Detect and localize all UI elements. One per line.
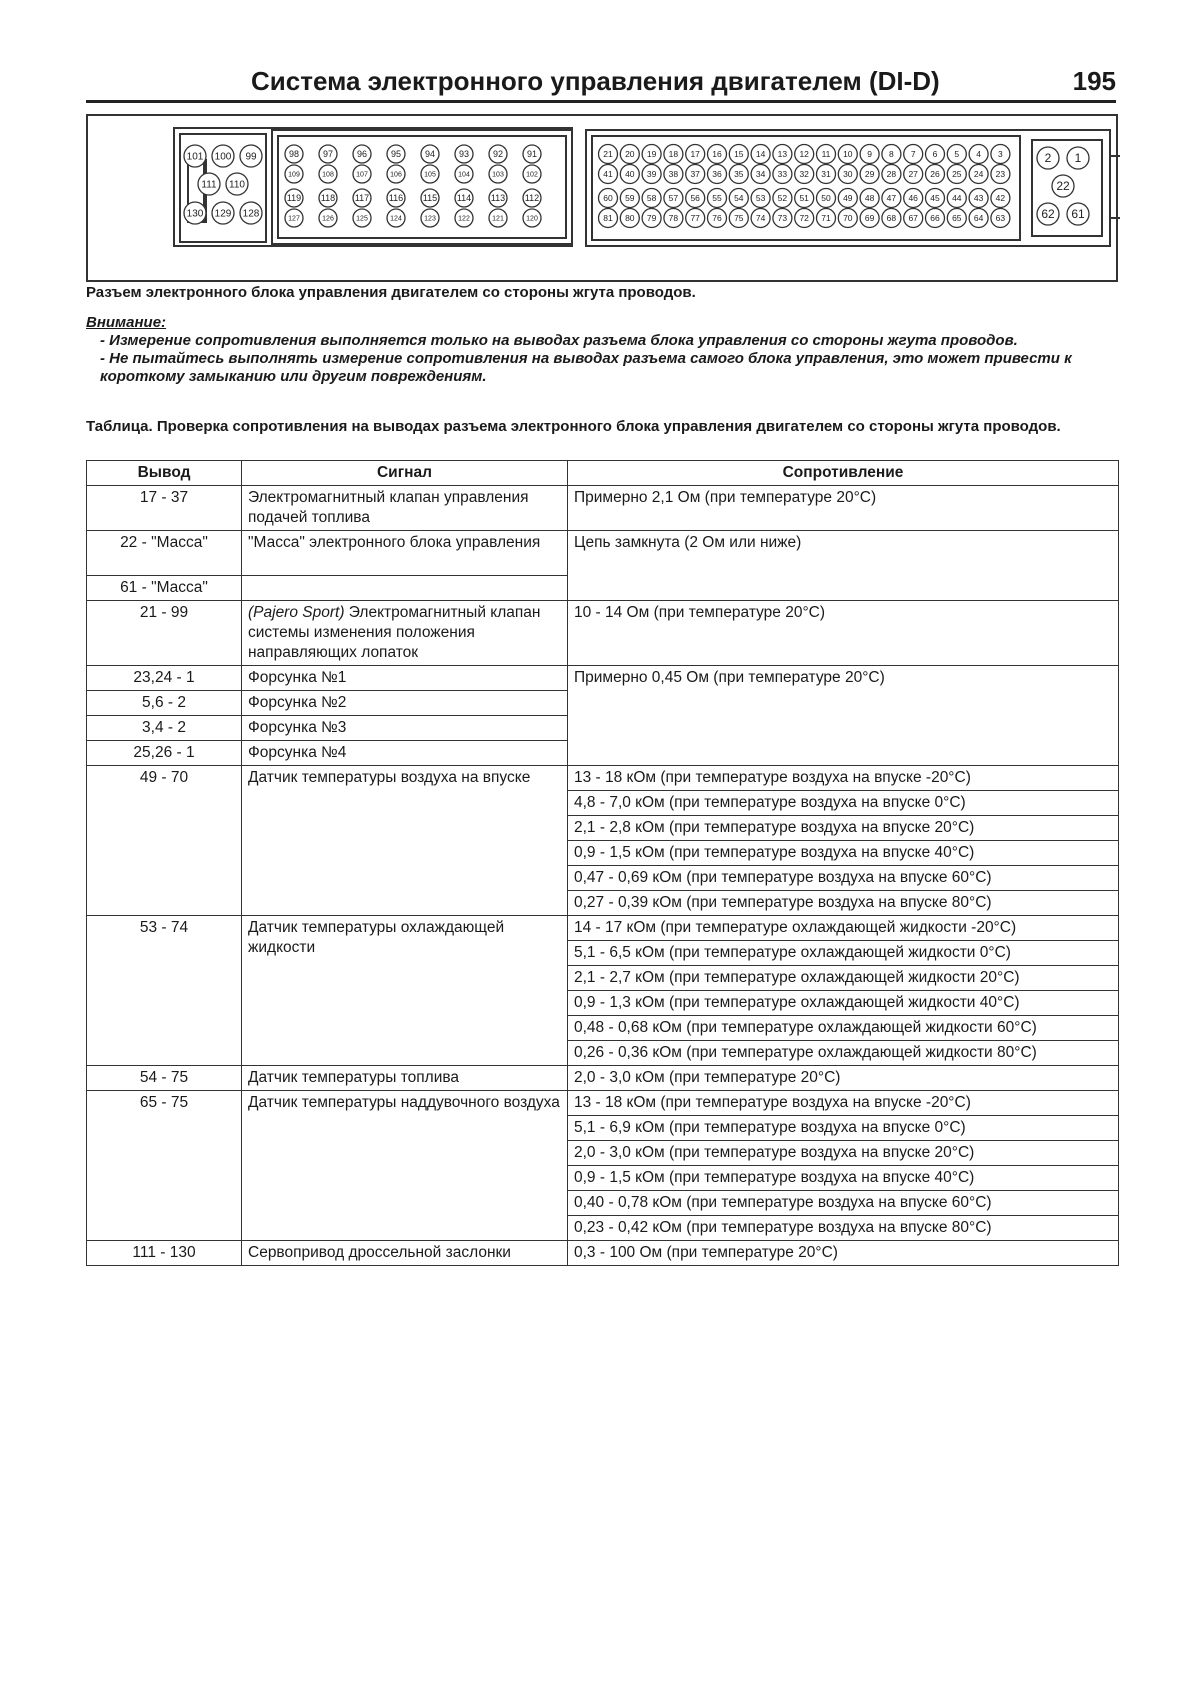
pin-cell: 5,6 - 2 — [87, 691, 242, 716]
pin-label: 39 — [646, 168, 657, 179]
pin-label: 64 — [973, 212, 984, 223]
signal-cell: Сервопривод дроссельной заслонки — [242, 1241, 568, 1266]
resistance-cell: 0,9 - 1,3 кОм (при температуре охлаждающей жидкости 40°С) — [568, 991, 1119, 1016]
pin-label: 23 — [995, 168, 1006, 179]
pin-label: 17 — [690, 148, 700, 159]
table-row — [87, 1066, 1119, 1091]
pin-label: 35 — [734, 168, 744, 179]
pin-label: 43 — [973, 192, 984, 203]
pin-label: 102 — [526, 171, 538, 179]
pin-label: 81 — [603, 212, 613, 223]
pin-label: 24 — [973, 168, 984, 179]
pin-label: 9 — [867, 148, 872, 159]
resistance-cell: Примерно 2,1 Ом (при температуре 20°С) — [568, 486, 1119, 531]
table-header-row — [87, 461, 1119, 486]
pin-label: 57 — [668, 192, 679, 203]
signal-cell: Форсунка №2 — [242, 691, 568, 716]
pin-label: 121 — [492, 215, 504, 223]
resistance-cell: 5,1 - 6,9 кОм (при температуре воздуха на впуске 0°С) — [568, 1116, 1119, 1141]
resistance-cell: 0,47 - 0,69 кОм (при температуре воздуха на впуске 60°С) — [568, 866, 1119, 891]
signal-cell-empty — [242, 576, 568, 601]
pin-label: 65 — [952, 212, 962, 223]
pin-label: 8 — [889, 148, 894, 159]
pin-label: 58 — [646, 192, 657, 203]
pin-label: 53 — [755, 192, 766, 203]
resistance-cell: 5,1 - 6,5 кОм (при температуре охлаждающей жидкости 0°С) — [568, 941, 1119, 966]
page-title: Система электронного управления двигателем (DI-D) — [251, 66, 940, 96]
pin-label: 40 — [625, 168, 635, 179]
signal-cell: Датчик температуры топлива — [242, 1066, 568, 1091]
warning-block — [86, 314, 1116, 386]
resistance-cell: 0,9 - 1,5 кОм (при температуре воздуха на впуске 40°С) — [568, 841, 1119, 866]
pin-label: 74 — [755, 212, 766, 223]
resistance-cell: 2,1 - 2,7 кОм (при температуре охлаждающей жидкости 20°С) — [568, 966, 1119, 991]
pin-label: 108 — [322, 171, 334, 179]
signal-cell: Датчик температуры наддувочного воздуха — [242, 1091, 568, 1241]
warning-item: - Не пытайтесь выполнять измерение сопротивления на выводах разъема самого блока управления, это может привести к короткому замыканию или другим повреждениям. — [100, 350, 1072, 385]
pin-label: 15 — [734, 148, 744, 159]
resistance-cell: 2,0 - 3,0 кОм (при температуре 20°С) — [568, 1066, 1119, 1091]
pin-label: 63 — [995, 212, 1006, 223]
resistance-cell: Примерно 0,45 Ом (при температуре 20°С) — [568, 666, 1119, 766]
pin-label: 28 — [886, 168, 897, 179]
pin-label: 115 — [422, 193, 438, 204]
pin-cell: 61 - "Масса" — [87, 576, 242, 601]
pin-label: 118 — [320, 193, 336, 204]
pin-label: 38 — [668, 168, 679, 179]
pin-label: 11 — [821, 148, 831, 159]
pin-label: 25 — [952, 168, 962, 179]
pin-label: 21 — [603, 148, 613, 159]
pin-label: 77 — [690, 212, 700, 223]
pin-label: 94 — [424, 149, 436, 160]
resistance-cell: 0,3 - 100 Ом (при температуре 20°С) — [568, 1241, 1119, 1266]
pin-label: 10 — [843, 148, 853, 159]
pin-label: 33 — [777, 168, 788, 179]
pin-label: 22 — [1056, 179, 1070, 194]
pin-cell: 21 - 99 — [87, 601, 242, 666]
resistance-cell: 0,27 - 0,39 кОм (при температуре воздуха на впуске 80°С) — [568, 891, 1119, 916]
pin-label: 99 — [245, 151, 257, 163]
pin-label: 47 — [886, 192, 897, 203]
pin-label: 76 — [712, 212, 722, 223]
pin-label: 126 — [322, 215, 334, 223]
pin-label: 37 — [690, 168, 700, 179]
pin-label: 112 — [524, 193, 540, 204]
pin-label: 80 — [625, 212, 635, 223]
pin-label: 97 — [322, 149, 334, 160]
pin-label: 68 — [886, 212, 897, 223]
table-row — [87, 766, 1119, 791]
pin-cell: 53 - 74 — [87, 916, 242, 1066]
pin-cell: 23,24 - 1 — [87, 666, 242, 691]
connector-svg — [88, 116, 1120, 284]
pin-cell: 111 - 130 — [87, 1241, 242, 1266]
pin-label: 95 — [390, 149, 402, 160]
pin-cell: 17 - 37 — [87, 486, 242, 531]
pin-label: 42 — [995, 192, 1006, 203]
pin-label: 54 — [734, 192, 744, 203]
pin-label: 72 — [799, 212, 809, 223]
resistance-cell: 0,9 - 1,5 кОм (при температуре воздуха на впуске 40°С) — [568, 1166, 1119, 1191]
pin-label: 127 — [288, 215, 300, 223]
page-header — [86, 60, 1116, 103]
pin-label: 60 — [603, 192, 613, 203]
table-row — [87, 916, 1119, 941]
pin-label: 98 — [288, 149, 300, 160]
pin-label: 50 — [821, 192, 831, 203]
pin-label: 13 — [777, 148, 788, 159]
resistance-cell: 4,8 - 7,0 кОм (при температуре воздуха на впуске 0°С) — [568, 791, 1119, 816]
pin-label: 18 — [668, 148, 679, 159]
signal-cell: Датчик температуры охлаждающей жидкости — [242, 916, 568, 1066]
pin-label: 120 — [526, 215, 538, 223]
signal-cell: Форсунка №1 — [242, 666, 568, 691]
page-number: 195 — [1072, 66, 1116, 96]
pin-label: 66 — [930, 212, 940, 223]
pin-label: 123 — [424, 215, 436, 223]
pin-label: 130 — [186, 208, 204, 220]
signal-text: Электромагнитный клапан системы изменения положения направляющих лопаток — [248, 604, 541, 661]
pin-label: 100 — [214, 151, 232, 163]
header-resistance: Сопротивление — [568, 461, 1119, 486]
signal-cell: Форсунка №4 — [242, 741, 568, 766]
resistance-cell: 13 - 18 кОм (при температуре воздуха на впуске -20°С) — [568, 1091, 1119, 1116]
warning-heading: Внимание: — [86, 314, 167, 331]
table-row — [87, 1091, 1119, 1116]
pin-label: 4 — [976, 148, 981, 159]
pin-label: 32 — [799, 168, 809, 179]
resistance-cell: 13 - 18 кОм (при температуре воздуха на впуске -20°С) — [568, 766, 1119, 791]
pin-label: 1 — [1074, 151, 1082, 166]
pin-label: 119 — [286, 193, 302, 204]
table-caption: Таблица. Проверка сопротивления на выводах разъема электронного блока управления двигателем со стороны жгута проводов. — [86, 418, 1061, 435]
warning-item: - Измерение сопротивления выполняется только на выводах разъема блока управления со стороны жгута проводов. — [100, 332, 1018, 349]
pin-label: 93 — [458, 149, 470, 160]
pin-label: 48 — [864, 192, 875, 203]
signal-cell: "Масса" электронного блока управления — [242, 531, 568, 576]
table-row — [87, 531, 1119, 576]
pin-label: 26 — [930, 168, 940, 179]
pin-label: 125 — [356, 215, 368, 223]
signal-cell: Электромагнитный клапан управления подачей топлива — [242, 486, 568, 531]
pin-label: 124 — [390, 215, 402, 223]
pin-label: 91 — [526, 149, 538, 160]
pin-label: 70 — [843, 212, 853, 223]
table-row — [87, 601, 1119, 666]
pin-label: 44 — [952, 192, 962, 203]
right-latch — [1110, 156, 1120, 218]
pin-cell: 65 - 75 — [87, 1091, 242, 1241]
pin-label: 34 — [755, 168, 766, 179]
resistance-cell: 14 - 17 кОм (при температуре охлаждающей жидкости -20°С) — [568, 916, 1119, 941]
pin-label: 78 — [668, 212, 679, 223]
header-signal: Сигнал — [242, 461, 568, 486]
pin-label: 128 — [242, 208, 260, 220]
pin-label: 103 — [492, 171, 504, 179]
pin-cell: 54 - 75 — [87, 1066, 242, 1091]
resistance-table — [86, 460, 1119, 1266]
pin-cell: 49 - 70 — [87, 766, 242, 916]
resistance-cell: 2,0 - 3,0 кОм (при температуре воздуха на впуске 20°С) — [568, 1141, 1119, 1166]
pin-label: 129 — [214, 208, 232, 220]
pin-label: 6 — [932, 148, 938, 159]
pin-label: 7 — [910, 148, 916, 159]
pin-label: 56 — [690, 192, 700, 203]
resistance-cell: 0,48 - 0,68 кОм (при температуре охлаждающей жидкости 60°С) — [568, 1016, 1119, 1041]
pin-cell: 22 - "Масса" — [87, 531, 242, 576]
signal-cell — [242, 601, 568, 666]
pin-label: 61 — [1071, 207, 1085, 222]
pin-label: 109 — [288, 171, 300, 179]
header-pin: Вывод — [87, 461, 242, 486]
pin-label: 69 — [864, 212, 875, 223]
pin-label: 19 — [646, 148, 657, 159]
pin-label: 104 — [458, 171, 470, 179]
pin-label: 3 — [998, 148, 1003, 159]
pin-label: 67 — [908, 212, 918, 223]
pin-label: 107 — [356, 171, 368, 179]
pin-label: 106 — [390, 171, 402, 179]
model-note: (Pajero Sport) — [248, 604, 345, 621]
pin-label: 14 — [755, 148, 766, 159]
pin-label: 29 — [864, 168, 875, 179]
pin-label: 31 — [821, 168, 831, 179]
pin-label: 110 — [229, 179, 245, 191]
pin-label: 2 — [1044, 151, 1052, 166]
table-row — [87, 666, 1119, 691]
pin-cell: 25,26 - 1 — [87, 741, 242, 766]
pin-label: 5 — [954, 148, 960, 159]
pin-label: 116 — [388, 193, 404, 204]
pin-label: 51 — [799, 192, 809, 203]
pin-label: 105 — [424, 171, 436, 179]
pin-label: 20 — [625, 148, 635, 159]
resistance-cell: 0,26 - 0,36 кОм (при температуре охлаждающей жидкости 80°С) — [568, 1041, 1119, 1066]
pin-label: 30 — [843, 168, 853, 179]
pin-label: 96 — [356, 149, 368, 160]
pin-label: 45 — [930, 192, 940, 203]
connector-diagram — [86, 114, 1118, 282]
pin-label: 36 — [712, 168, 722, 179]
resistance-cell: 10 - 14 Ом (при температуре 20°С) — [568, 601, 1119, 666]
table-row — [87, 486, 1119, 531]
pin-label: 46 — [908, 192, 918, 203]
pin-label: 79 — [646, 212, 657, 223]
resistance-cell: Цепь замкнута (2 Ом или ниже) — [568, 531, 1119, 601]
pin-label: 92 — [492, 149, 504, 160]
pin-label: 41 — [603, 168, 613, 179]
pin-label: 55 — [712, 192, 722, 203]
pin-label: 122 — [458, 215, 470, 223]
resistance-cell: 0,23 - 0,42 кОм (при температуре воздуха на впуске 80°С) — [568, 1216, 1119, 1241]
pin-label: 27 — [908, 168, 918, 179]
pin-label: 59 — [625, 192, 635, 203]
pin-label: 12 — [799, 148, 809, 159]
signal-cell: Форсунка №3 — [242, 716, 568, 741]
resistance-cell: 2,1 - 2,8 кОм (при температуре воздуха на впуске 20°С) — [568, 816, 1119, 841]
pin-label: 62 — [1041, 207, 1055, 222]
pin-label: 71 — [821, 212, 831, 223]
pin-label: 75 — [734, 212, 744, 223]
pin-label: 49 — [843, 192, 853, 203]
pin-label: 52 — [777, 192, 788, 203]
diagram-caption: Разъем электронного блока управления двигателем со стороны жгута проводов. — [86, 284, 696, 301]
signal-cell: Датчик температуры воздуха на впуске — [242, 766, 568, 916]
pin-label: 101 — [186, 151, 204, 163]
pin-label: 73 — [777, 212, 788, 223]
pin-label: 16 — [712, 148, 722, 159]
pin-label: 113 — [490, 193, 506, 204]
table-row — [87, 1241, 1119, 1266]
pin-label: 117 — [354, 193, 370, 204]
pin-label: 114 — [456, 193, 472, 204]
pin-cell: 3,4 - 2 — [87, 716, 242, 741]
pin-label: 111 — [201, 179, 217, 191]
resistance-cell: 0,40 - 0,78 кОм (при температуре воздуха на впуске 60°С) — [568, 1191, 1119, 1216]
